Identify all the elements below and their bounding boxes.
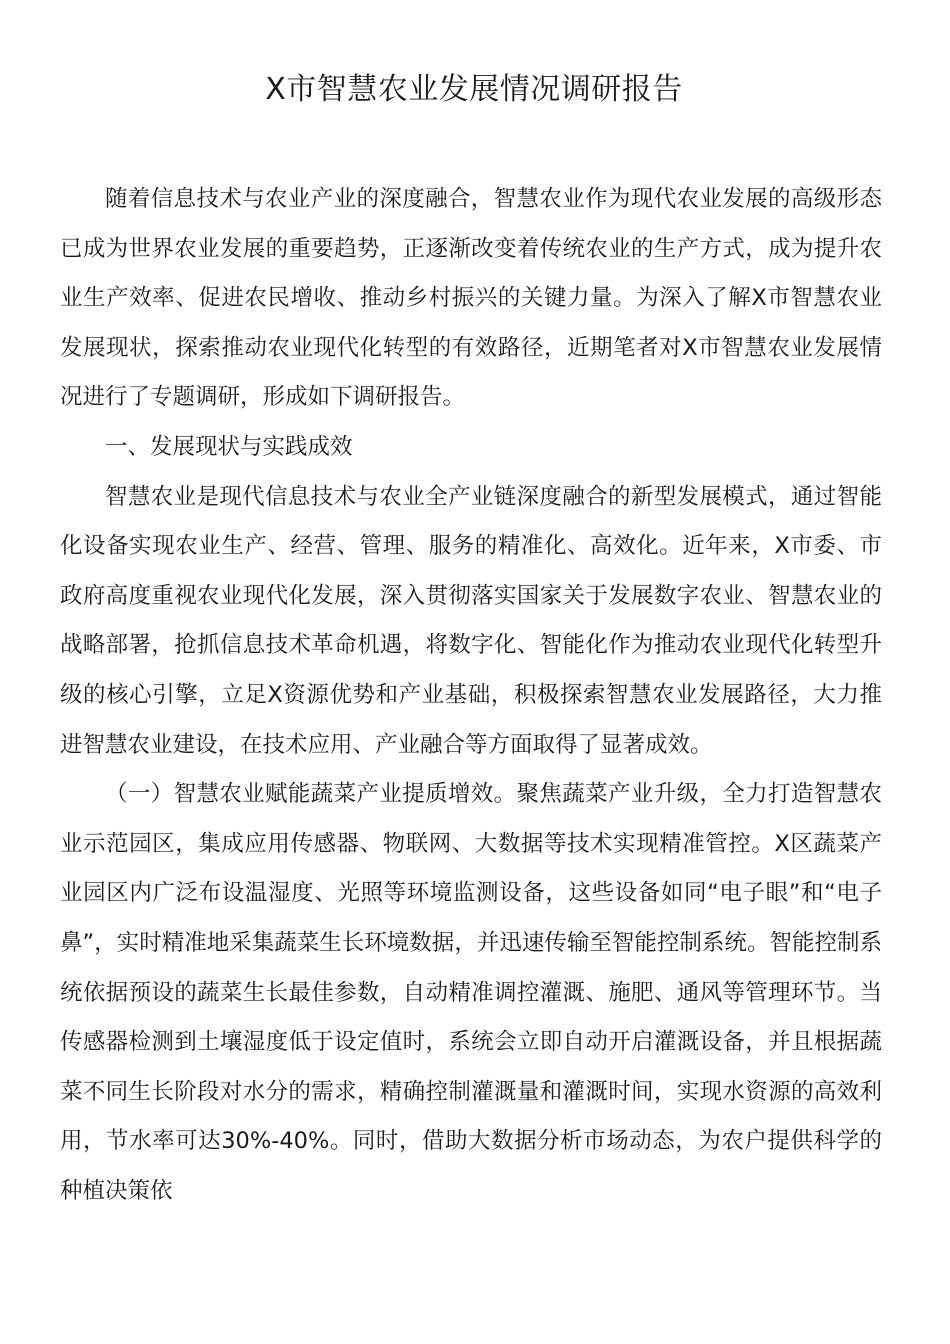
intro-paragraph: 随着信息技术与农业产业的深度融合，智慧农业作为现代农业发展的高级形态已成为世界农业发展的重要趋势，正逐渐改变着传统农业的生产方式，成为提升农业生产效率、促进农民增收、推动乡村振兴的关键力量。为深入了解X市智慧农业发展现状，探索推动农业现代化转型的有效路径，近期笔者对X市智慧农业发展情况进行了专题调研，形成如下调研报告。 [60,186,882,411]
subsection-paragraph-vegetable-industry: （一）智慧农业赋能蔬菜产业提质增效。聚焦蔬菜产业升级，全力打造智慧农业示范园区，集成应用传感器、物联网、大数据等技术实现精准管控。X区蔬菜产业园区内广泛布设温湿度、光照等环境监测设备，这些设备如同“电子眼”和“电子鼻”，实时精准地采集蔬菜生长环境数据，并迅速传输至智能控制系统。智能控制系统依据预设的蔬菜生长最佳参数，自动精准调控灌溉、施肥、通风等管理环节。当传感器检测到土壤湿度低于设定值时，系统会立即自动开启灌溉设备，并且根据蔬菜不同生长阶段对水分的需求，精确控制灌溉量和灌溉时间，实现水资源的高效利用，节水率可达30%-40%。同时，借助大数据分析市场动态，为农户提供科学的种植决策依 [60,781,882,1204]
section-paragraph-overview: 智慧农业是现代信息技术与农业全产业链深度融合的新型发展模式，通过智能化设备实现农业生产、经营、管理、服务的精准化、高效化。近年来，X市委、市政府高度重视农业现代化发展，深入贯彻落实国家关于发展数字农业、智慧农业的战略部署，抢抓信息技术革命机遇，将数字化、智能化作为推动农业现代化转型升级的核心引擎，立足X资源优势和产业基础，积极探索智慧农业发展路径，大力推进智慧农业建设，在技术应用、产业融合等方面取得了显著成效。 [60,483,882,758]
section-heading-development-status: 一、发展现状与实践成效 [105,433,353,460]
document-body [60,175,882,1216]
document-title: X市智慧农业发展情况调研报告 [265,72,683,107]
